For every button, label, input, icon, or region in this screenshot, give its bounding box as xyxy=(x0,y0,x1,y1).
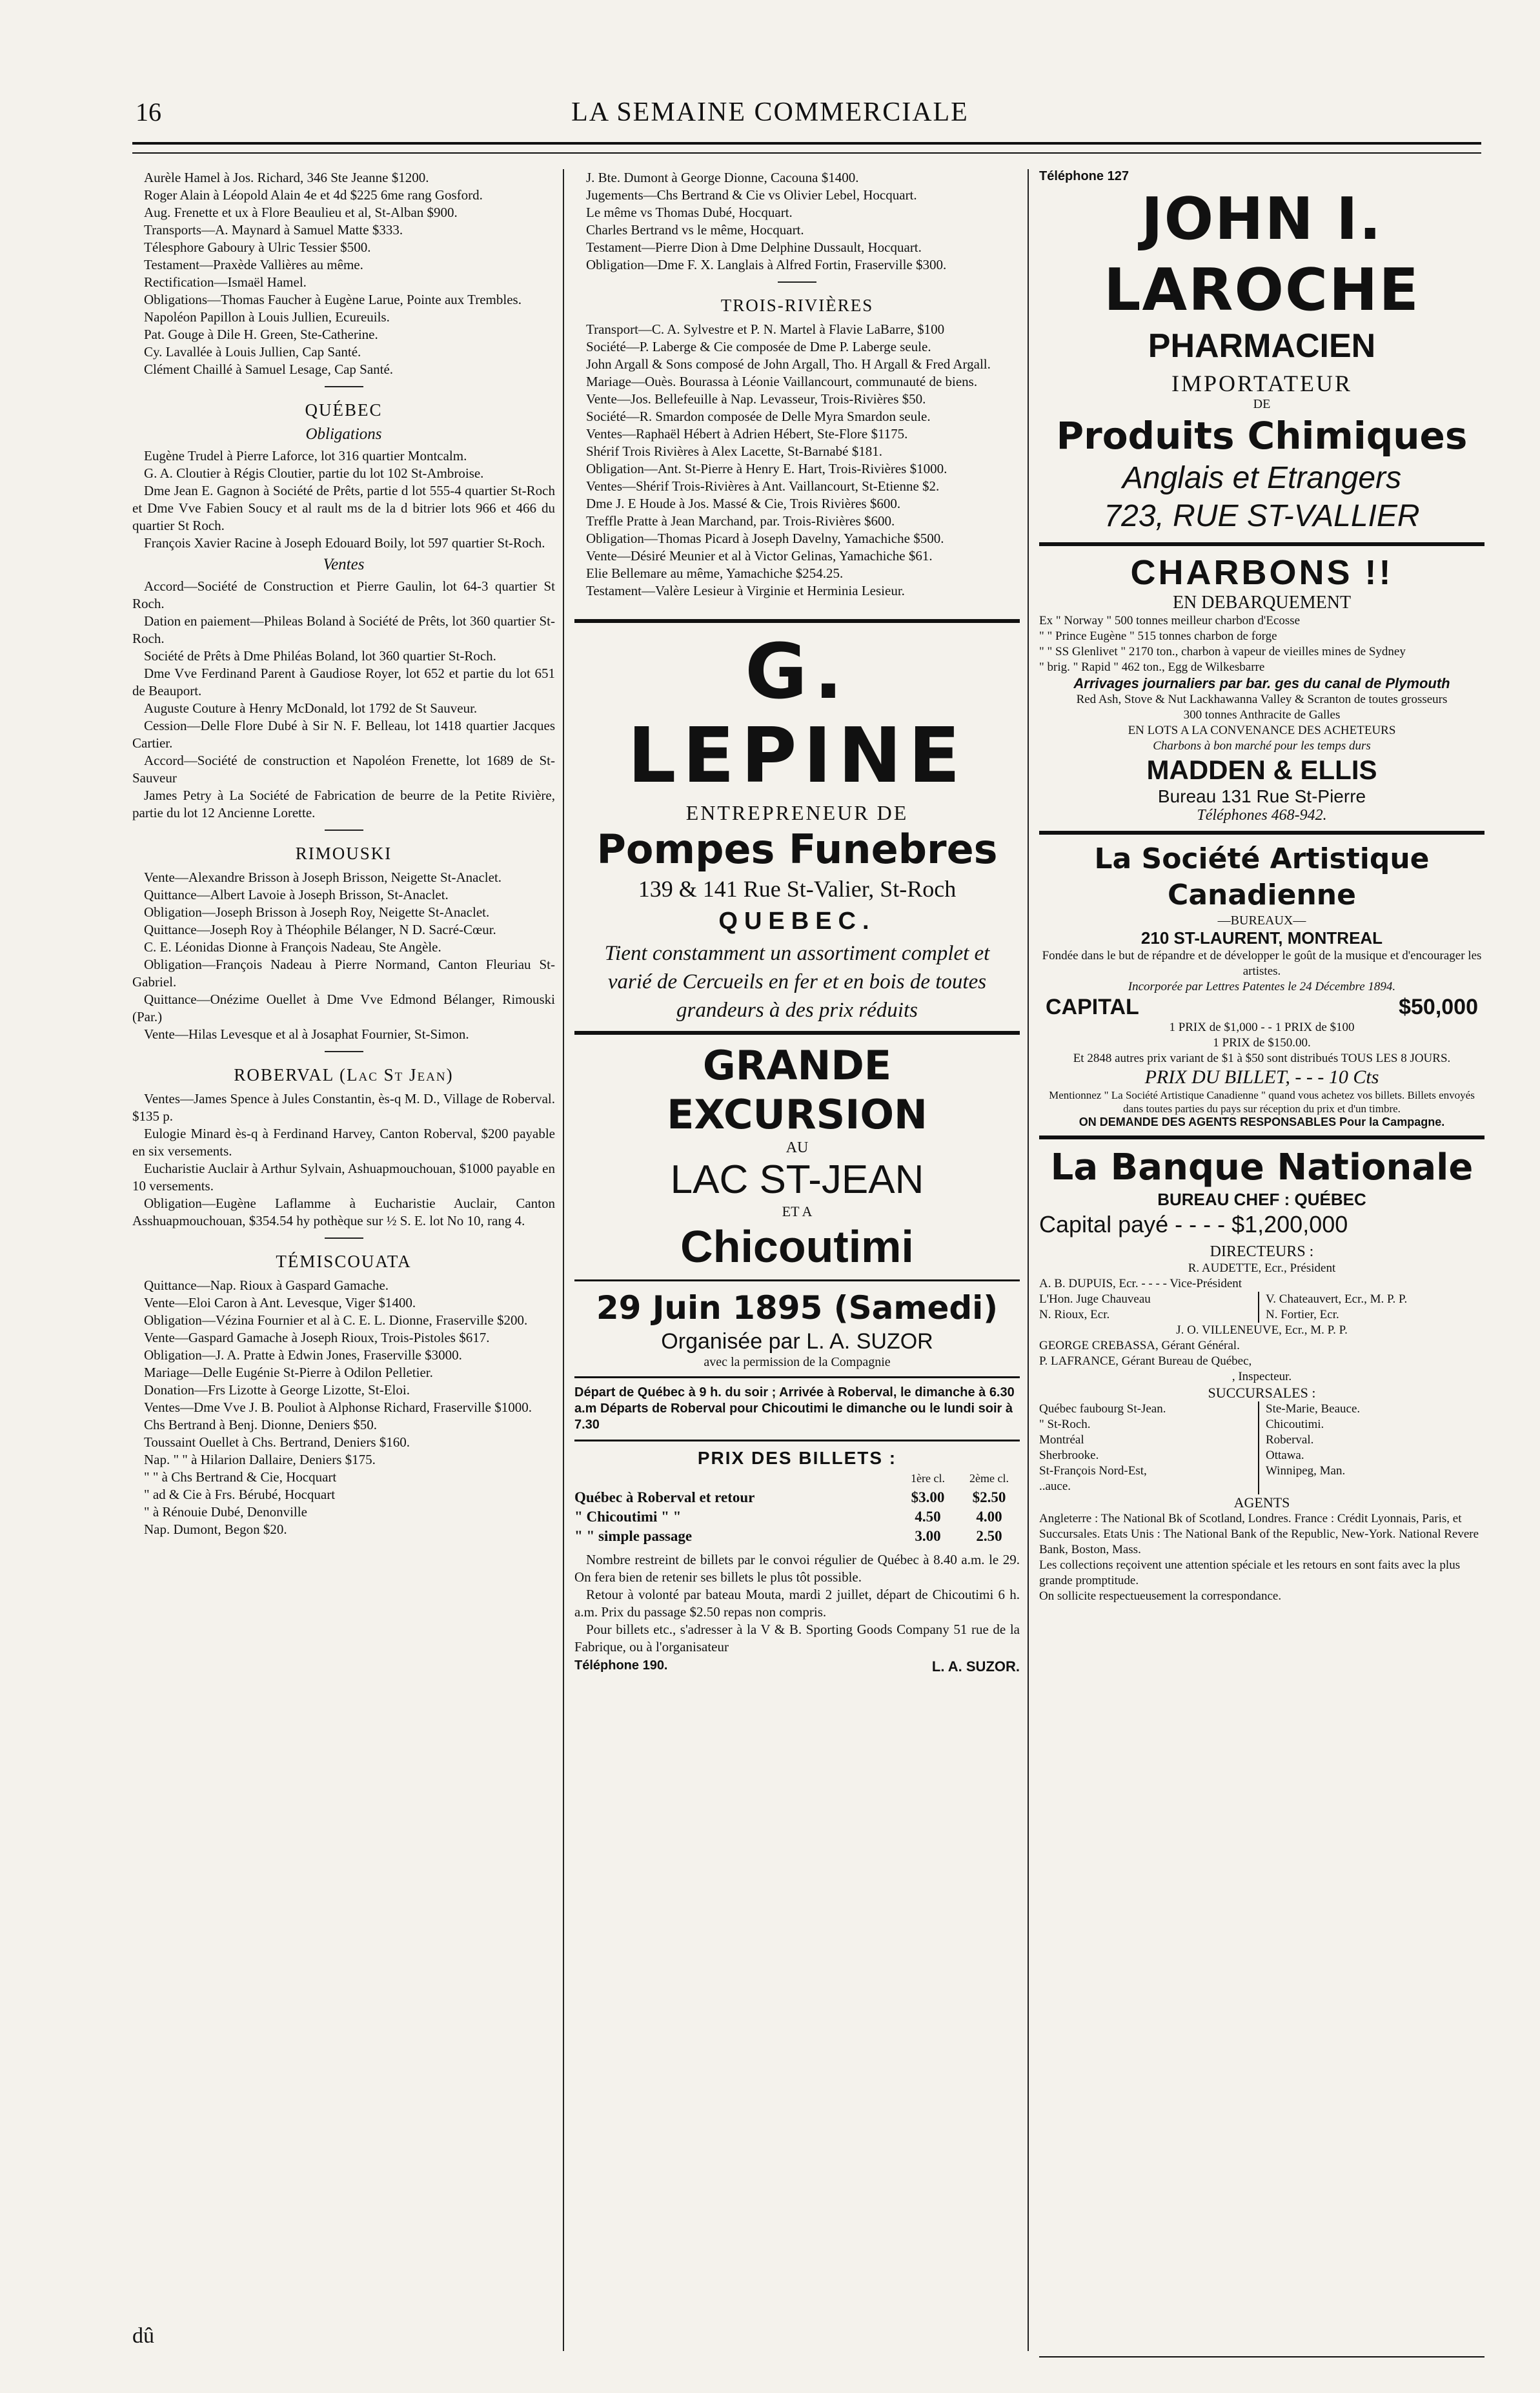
banque-pres: R. AUDETTE, Ecr., Président xyxy=(1188,1261,1336,1275)
entry: Obligations—Thomas Faucher à Eugène Larue, Pointe aux Trembles. xyxy=(144,292,522,307)
societe-autres: Et 2848 autres prix variant de $1 à $50 sont distribués TOUS LES 8 JOURS. xyxy=(1073,1052,1451,1065)
societe-agents: ON DEMANDE DES AGENTS RESPONSABLES Pour la Campagne. xyxy=(1079,1115,1445,1128)
laroche-de: DE xyxy=(1253,397,1271,411)
entry: Pat. Gouge à Dile H. Green, Ste-Catherine. xyxy=(144,327,378,342)
banque-lafrance: P. LAFRANCE, Gérant Bureau de Québec, xyxy=(1039,1354,1252,1368)
charbons-line: " " SS Glenlivet " 2170 ton., charbon à vapeur de vieilles mines de Sydney xyxy=(1039,645,1406,658)
entry: Ventes—Shérif Trois-Rivières à Ant. Vaillancourt, St-Etienne $2. xyxy=(586,478,940,494)
entry: Charles Bertrand vs le même, Hocquart. xyxy=(586,222,804,238)
branch: Winnipeg, Man. xyxy=(1266,1464,1346,1478)
entry: Société—R. Smardon composée de Delle Myra Smardon seule. xyxy=(586,409,931,424)
societe-bureaux: —BUREAUX— xyxy=(1217,913,1306,928)
excursion-title: GRANDE EXCURSION xyxy=(667,1042,927,1138)
charbons-firm: MADDEN & ELLIS xyxy=(1146,755,1377,785)
banque-branches xyxy=(1039,1401,1484,1494)
fare-row: Québec à Roberval et retour $3.00 $2.50 xyxy=(574,1489,1006,1505)
entry: Vente—Désiré Meunier et al à Victor Gelinas, Yamachiche $61. xyxy=(586,548,933,564)
entry: Elie Bellemare au même, Yamachiche $254.25. xyxy=(586,565,844,581)
excursion-depart: Départ de Québec à 9 h. du soir ; Arrivée à Roberval, le dimanche à 6.30 a.m Départs de Roberval pour Chicoutimi le dimanche ou le lundi soir à 7.30 xyxy=(574,1385,1015,1432)
excursion-au: AU xyxy=(785,1139,809,1156)
entry: Shérif Trois Rivières à Alex Lacette, St-Barnabé $181. xyxy=(586,443,882,459)
laroche-importateur: IMPORTATEUR xyxy=(1171,371,1352,396)
banque-directors xyxy=(1039,1292,1484,1323)
societe-desc: Fondée dans le but de répandre et de développer le goût de la musique et d'encourager les artistes. xyxy=(1042,949,1482,978)
entry: J. Bte. Dumont à George Dionne, Cacouna $1400. xyxy=(586,170,859,185)
entry: " " à Chs Bertrand & Cie, Hocquart xyxy=(144,1469,337,1485)
entry: C. E. Léonidas Dionne à François Nadeau, Ste Angèle. xyxy=(144,939,441,955)
entry: Quittance—Joseph Roy à Théophile Bélanger, N D. Sacré-Cœur. xyxy=(144,922,496,937)
entry: Eulogie Minard ès-q à Ferdinand Harvey, Canton Roberval, $200 payable en six versements. xyxy=(132,1126,555,1159)
entry: G. A. Cloutier à Régis Cloutier, partie du lot 102 St-Ambroise. xyxy=(144,465,484,481)
societe-address: 210 ST-LAURENT, MONTREAL xyxy=(1140,928,1383,948)
branch: Ottawa. xyxy=(1266,1449,1304,1462)
entry: Ventes—Raphaël Hébert à Adrien Hébert, Ste-Flore $1175. xyxy=(586,426,908,442)
fare-row: " Chicoutimi " " 4.50 4.00 xyxy=(574,1509,1002,1525)
divider xyxy=(778,281,816,283)
ad-rule xyxy=(1039,1135,1484,1139)
entry: Vente—Gaspard Gamache à Joseph Rioux, Trois-Pistoles $617. xyxy=(144,1330,490,1345)
banque-succ: SUCCURSALES : xyxy=(1208,1385,1316,1401)
divider xyxy=(325,386,363,387)
corner-mark: dû xyxy=(132,2324,154,2348)
charbons-line: Ex " Norway " 500 tonnes meilleur charbon d'Ecosse xyxy=(1039,614,1301,627)
excursion-note: Retour à volonté par bateau Mouta, mardi 2 juillet, départ de Chicoutimi 6 h. a.m. Prix du passage $2.50 repas non compris. xyxy=(574,1587,1020,1620)
section-title-rimouski: RIMOUSKI xyxy=(295,844,392,863)
societe-capital-value: $50,000 xyxy=(1399,995,1478,1019)
banque-insp: , Inspecteur. xyxy=(1231,1370,1292,1383)
banque-director-more: J. O. VILLENEUVE, Ecr., M. P. P. xyxy=(1176,1323,1348,1337)
entry: Clément Chaillé à Samuel Lesage, Cap Santé. xyxy=(144,361,394,377)
charbons-sub: EN DEBARQUEMENT xyxy=(1172,593,1352,613)
banque-bureau: BUREAU CHEF : QUÉBEC xyxy=(1157,1190,1366,1209)
entry: John Argall & Sons composé de John Argall, Tho. H Argall & Fred Argall. xyxy=(586,356,991,372)
entry: Dme Vve Ferdinand Parent à Gaudiose Royer, lot 652 et partie du lot 651 de Beauport. xyxy=(132,666,555,698)
entry: Obligation—Ant. St-Pierre à Henry E. Hart, Trois-Rivières $1000. xyxy=(586,461,947,476)
intro-entries xyxy=(132,169,555,378)
charbons-marche: Charbons à bon marché pour les temps durs xyxy=(1153,739,1371,753)
subsection-obligations: Obligations xyxy=(305,425,382,443)
branch: ..auce. xyxy=(1039,1480,1071,1493)
divider xyxy=(325,1051,363,1052)
entry: Jugements—Chs Bertrand & Cie vs Olivier Lebel, Hocquart. xyxy=(586,187,917,203)
column-divider xyxy=(563,169,564,2351)
laroche-tel: Téléphone 127 xyxy=(1039,169,1129,183)
entry: Obligation—J. A. Pratte à Edwin Jones, Fraserville $3000. xyxy=(144,1347,462,1363)
ad-rule xyxy=(574,1376,1020,1378)
page-title: LA SEMAINE COMMERCIALE xyxy=(571,97,969,127)
lepine-address: 139 & 141 Rue St-Valier, St-Roch xyxy=(638,876,957,902)
divider xyxy=(325,830,363,831)
entry: Obligation—Joseph Brisson à Joseph Roy, Neigette St-Anaclet. xyxy=(144,904,490,920)
header-rule-thin xyxy=(132,152,1481,154)
excursion-chicoutimi: Chicoutimi xyxy=(680,1221,914,1272)
banque-title: La Banque Nationale xyxy=(1050,1146,1474,1188)
entry: Obligation—François Nadeau à Pierre Normand, Canton Fleuriau St-Gabriel. xyxy=(132,957,555,990)
entry: Nap. Dumont, Begon $20. xyxy=(144,1522,287,1537)
charbons-anthracite: 300 tonnes Anthracite de Galles xyxy=(1183,708,1341,722)
director: L'Hon. Juge Chauveau xyxy=(1039,1292,1151,1306)
entry: Quittance—Onézime Ouellet à Dme Vve Edmond Bélanger, Rimouski (Par.) xyxy=(132,992,555,1024)
entry: Dme Jean E. Gagnon à Société de Prêts, partie d lot 555-4 quartier St-Roch et Dme Vve Fabien Soucy et al rault ms de la d bitrier lots 966 et 466 du quartier St Roch. xyxy=(132,483,555,533)
charbons-line: " " Prince Eugène " 515 tonnes charbon de forge xyxy=(1039,629,1277,643)
ad-rule xyxy=(1039,542,1484,546)
entry: Le même vs Thomas Dubé, Hocquart. xyxy=(586,205,793,220)
entry: Auguste Couture à Henry McDonald, lot 1792 de St Sauveur. xyxy=(144,700,478,716)
column-3 xyxy=(1039,169,1484,1604)
branch: Chicoutimi. xyxy=(1266,1418,1324,1431)
entry: Obligation—Eugène Laflamme à Eucharistie Auclair, Canton Asshuapmouchouan, $354.54 hy pothèque sur ½ S. E. lot No 10, rang 4. xyxy=(132,1196,555,1228)
column-1 xyxy=(132,169,555,1538)
banque-directeurs: DIRECTEURS : xyxy=(1210,1243,1314,1260)
entry: Société de Prêts à Dme Philéas Boland, lot 360 quartier St-Roch. xyxy=(144,648,496,664)
entry: Télesphore Gaboury à Ulric Tessier $500. xyxy=(144,239,371,255)
laroche-produits: Produits Chimiques xyxy=(1056,414,1468,458)
entry: Obligation—Dme F. X. Langlais à Alfred Fortin, Fraserville $300. xyxy=(586,257,947,272)
entry: Quittance—Nap. Rioux à Gaspard Gamache. xyxy=(144,1278,389,1293)
entry: Cession—Delle Flore Dubé à Sir N. F. Belleau, lot 1418 quartier Jacques Cartier. xyxy=(132,718,555,751)
excursion-eta: ET A xyxy=(782,1203,813,1219)
societe-prix: 1 PRIX de $150.00. xyxy=(1213,1036,1311,1050)
branch: St-François Nord-Est, xyxy=(1039,1464,1147,1478)
excursion-org: Organisée par L. A. SUZOR xyxy=(661,1329,933,1354)
entry: Mariage—Ouès. Bourassa à Léonie Vaillancourt, communauté de biens. xyxy=(586,374,978,389)
charbons-arrivages: Arrivages journaliers par bar. ges du canal de Plymouth xyxy=(1073,675,1450,691)
lepine-ad xyxy=(574,629,1020,1024)
entry: Vente—Hilas Levesque et al à Josaphat Fournier, St-Simon. xyxy=(144,1026,469,1042)
banque-capital: Capital payé - - - - $1,200,000 xyxy=(1039,1211,1348,1237)
excursion-signer: L. A. SUZOR. xyxy=(931,1658,1020,1675)
laroche-anglais: Anglais et Etrangers xyxy=(1122,461,1402,495)
charbons-bureau: Bureau 131 Rue St-Pierre xyxy=(1157,786,1366,806)
banque-ad xyxy=(1039,1146,1484,1604)
laroche-address: 723, RUE ST-VALLIER xyxy=(1104,499,1420,533)
excursion-ad xyxy=(574,1041,1020,1675)
lepine-pompes: Pompes Funebres xyxy=(596,826,998,873)
lepine-desc: Tient constamment un assortiment complet et varié de Cercueils en fer et en bois de toutes grandeurs à des prix réduits xyxy=(604,942,990,1022)
entry: Dation en paiement—Phileas Boland à Société de Prêts, lot 360 quartier St-Roch. xyxy=(132,613,555,646)
entry: Chs Bertrand à Benj. Dionne, Deniers $50. xyxy=(144,1417,378,1432)
divider xyxy=(325,1237,363,1239)
entry: Cy. Lavallée à Louis Jullien, Cap Santé. xyxy=(144,344,361,360)
branch: Roberval. xyxy=(1266,1433,1314,1447)
subsection-ventes: Ventes xyxy=(323,556,365,573)
excursion-note: Nombre restreint de billets par le convoi régulier de Québec à 8.40 a.m. le 29. On fera bien de retenir ses billets le plus tôt possible. xyxy=(574,1552,1020,1585)
column-divider xyxy=(1028,169,1029,2351)
branch: " St-Roch. xyxy=(1039,1418,1091,1431)
entry: François Xavier Racine à Joseph Edouard Boily, lot 597 quartier St-Roch. xyxy=(144,535,545,551)
charbons-red-ash: Red Ash, Stove & Nut Lackhawanna Valley & Scranton de toutes grosseurs xyxy=(1076,693,1448,706)
societe-ad xyxy=(1039,841,1484,1129)
entry: Accord—Société de construction et Napoléon Frenette, lot 1689 de St-Sauveur xyxy=(132,753,555,786)
excursion-note: Pour billets etc., s'adresser à la V & B. Sporting Goods Company 51 rue de la Fabrique, ou à l'organisateur xyxy=(574,1622,1020,1655)
entry: Eugène Trudel à Pierre Laforce, lot 316 quartier Montcalm. xyxy=(144,448,467,463)
societe-capital-label: CAPITAL xyxy=(1046,995,1139,1019)
entry: Aug. Frenette et ux à Flore Beaulieu et al, St-Alban $900. xyxy=(144,205,458,220)
page-number: 16 xyxy=(136,97,161,127)
entry: Transports—A. Maynard à Samuel Matte $333. xyxy=(144,222,403,238)
entry: Napoléon Papillon à Louis Jullien, Ecureuils. xyxy=(144,309,390,325)
bottom-rule xyxy=(1039,2356,1484,2357)
branch: Québec faubourg St-Jean. xyxy=(1039,1402,1166,1416)
entry: Nap. " " à Hilarion Dallaire, Deniers $175. xyxy=(144,1452,376,1467)
director: N. Rioux, Ecr. xyxy=(1039,1308,1110,1321)
entry: Vente—Eloi Caron à Ant. Levesque, Viger $1400. xyxy=(144,1295,416,1310)
ad-rule xyxy=(1039,831,1484,835)
entry: Toussaint Ouellet à Chs. Bertrand, Deniers $160. xyxy=(144,1434,410,1450)
laroche-name: JOHN I. LAROCHE xyxy=(1104,185,1420,324)
entry: " ad & Cie à Frs. Bérubé, Hocquart xyxy=(144,1487,336,1502)
charbons-lots: EN LOTS A LA CONVENANCE DES ACHETEURS xyxy=(1128,724,1396,737)
banque-coll: Les collections reçoivent une attention spéciale et les retours en sont faits avec la plus grande promptitude. xyxy=(1039,1558,1461,1587)
lepine-name: G. LEPINE xyxy=(627,627,967,800)
entry: James Petry à La Société de Fabrication de beurre de la Petite Rivière, partie du lot 12 Ancienne Lorette. xyxy=(132,788,555,820)
director: V. Chateauvert, Ecr., M. P. P. xyxy=(1266,1292,1408,1306)
banque-agents: Angleterre : The National Bk of Scotland, Londres. France : Crédit Lyonnais, Paris, et Succursales. Etats Unis : The National Bank of the Republic, New-York. National Revere Bank, Boston, Mass. xyxy=(1039,1512,1479,1556)
charbons-title: CHARBONS !! xyxy=(1130,553,1393,592)
excursion-lac: LAC ST-JEAN xyxy=(670,1157,924,1202)
entry: Dme J. E Houde à Jos. Massé & Cie, Trois Rivières $600. xyxy=(586,496,901,511)
ad-rule xyxy=(574,1279,1020,1281)
excursion-perm: avec la permission de la Compagnie xyxy=(704,1355,891,1369)
entry: Roger Alain à Léopold Alain 4e et 4d $225 6me rang Gosford. xyxy=(144,187,483,203)
ad-rule xyxy=(574,619,1020,623)
laroche-ad xyxy=(1039,169,1484,536)
branch: Sherbrooke. xyxy=(1039,1449,1099,1462)
excursion-prix-title: PRIX DES BILLETS : xyxy=(697,1448,897,1468)
entry: Testament—Praxède Vallières au même. xyxy=(144,257,363,272)
charbons-line: " brig. " Rapid " 462 ton., Egg de Wilkesbarre xyxy=(1039,660,1265,674)
entry: Vente—Alexandre Brisson à Joseph Brisson, Neigette St-Anaclet. xyxy=(144,870,502,885)
ad-rule xyxy=(574,1031,1020,1035)
header-rule xyxy=(132,142,1481,145)
entry: Société—P. Laberge & Cie composée de Dme P. Laberge seule. xyxy=(586,339,931,354)
entry: Transport—C. A. Sylvestre et P. N. Martel à Flavie LaBarre, $100 xyxy=(586,321,945,337)
entry: Accord—Société de Construction et Pierre Gaulin, lot 64-3 quartier St Roch. xyxy=(132,578,555,611)
entry: " à Rénouie Dubé, Denonville xyxy=(144,1504,307,1520)
entry: Mariage—Delle Eugénie St-Pierre à Odilon Pelletier. xyxy=(144,1365,433,1380)
societe-prix: 1 PRIX de $1,000 - - 1 PRIX de $100 xyxy=(1169,1021,1355,1034)
societe-inc: Incorporée par Lettres Patentes le 24 Décembre 1894. xyxy=(1128,980,1396,993)
entry: Donation—Frs Lizotte à George Lizotte, St-Eloi. xyxy=(144,1382,410,1398)
entry: Ventes—James Spence à Jules Constantin, ès-q M. D., Village de Roberval. $135 p. xyxy=(132,1091,555,1124)
entry: Eucharistie Auclair à Arthur Sylvain, Ashuapmouchouan, $1000 payable en 10 versements. xyxy=(132,1161,555,1194)
laroche-pharmacien: PHARMACIEN xyxy=(1148,327,1376,365)
societe-billet: PRIX DU BILLET, - - - 10 Cts xyxy=(1144,1066,1379,1088)
fare-header: 1ère cl. 2ème cl. xyxy=(911,1472,1009,1485)
branch: Montréal xyxy=(1039,1433,1084,1447)
banque-vice: A. B. DUPUIS, Ecr. - - - - Vice-Président xyxy=(1039,1277,1242,1290)
branch: Ste-Marie, Beauce. xyxy=(1266,1402,1361,1416)
entry: Rectification—Ismaël Hamel. xyxy=(144,274,307,290)
entry: Quittance—Albert Lavoie à Joseph Brisson, St-Anaclet. xyxy=(144,887,449,902)
entry: Vente—Jos. Bellefeuille à Nap. Levasseur, Trois-Rivières $50. xyxy=(586,391,926,407)
entry: Treffle Pratte à Jean Marchand, par. Trois-Rivières $600. xyxy=(586,513,895,529)
column-2 xyxy=(574,169,1020,1675)
societe-mention: Mentionnez " La Société Artistique Canadienne " quand vous achetez vos billets. Billets envoyés dans toutes parties du pays sur réception du prix et d'un timbre. xyxy=(1049,1089,1475,1115)
section-title-trois-rivieres: TROIS-RIVIÈRES xyxy=(720,296,874,315)
lepine-city: QUEBEC. xyxy=(718,908,876,935)
excursion-date: 29 Juin 1895 (Samedi) xyxy=(596,1289,998,1327)
banque-agents-title: AGENTS xyxy=(1233,1494,1290,1511)
fare-row: " " simple passage 3.00 2.50 xyxy=(574,1528,1002,1544)
ad-rule xyxy=(574,1440,1020,1441)
banque-corr: On sollicite respectueusement la correspondance. xyxy=(1039,1589,1282,1603)
section-title-roberval: ROBERVAL (Lac St Jean) xyxy=(234,1065,454,1084)
entry: Ventes—Dme Vve J. B. Pouliot à Alphonse Richard, Fraserville $1000. xyxy=(144,1400,532,1415)
section-title-temiscouata: TÉMISCOUATA xyxy=(276,1252,412,1271)
entry: Testament—Pierre Dion à Dme Delphine Dussault, Hocquart. xyxy=(586,239,922,255)
charbons-tel: Téléphones 468-942. xyxy=(1197,807,1327,824)
excursion-tel: Téléphone 190. xyxy=(574,1658,668,1673)
director: N. Fortier, Ecr. xyxy=(1266,1308,1339,1321)
banque-gerant: GEORGE CREBASSA, Gérant Général. xyxy=(1039,1339,1240,1352)
section-title-quebec: QUÉBEC xyxy=(305,400,383,420)
societe-title: La Société Artistique Canadienne xyxy=(1094,842,1430,911)
entry: Testament—Valère Lesieur à Virginie et Herminia Lesieur. xyxy=(586,583,905,598)
entry: Aurèle Hamel à Jos. Richard, 346 Ste Jeanne $1200. xyxy=(144,170,429,185)
charbons-ad xyxy=(1039,553,1484,824)
entry: Obligation—Thomas Picard à Joseph Davelny, Yamachiche $500. xyxy=(586,531,944,546)
lepine-entrepreneur: ENTREPRENEUR DE xyxy=(685,801,909,824)
entry: Obligation—Vézina Fournier et al à C. E. L. Dionne, Fraserville $200. xyxy=(144,1312,528,1328)
